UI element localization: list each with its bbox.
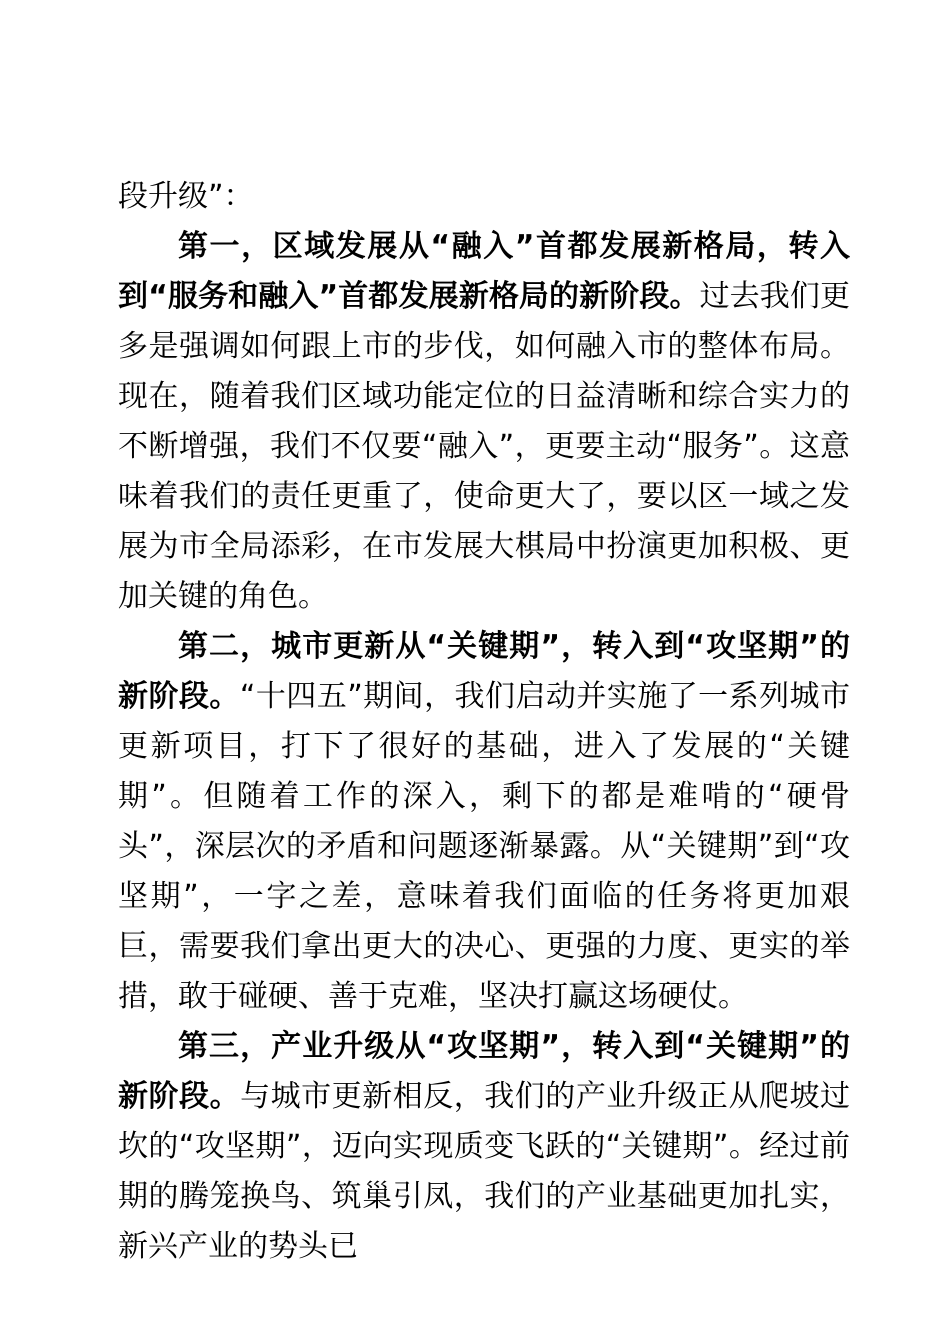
document-text-body xyxy=(118,172,850,1272)
paragraph-bold-lead: 第三，产业升级从“攻坚期”，转入到“关键期”的新阶段。 xyxy=(118,1029,850,1114)
paragraph-body-text: “十四五”期间，我们启动并实施了一系列城市更新项目，打下了很好的基础，进入了发展的“关键期”。但随着工作的深入，剩下的都是难啃的“硬骨头”，深层次的矛盾和问题逐渐暴露。从“关键期”到“攻坚期”，一字之差，意味着我们面临的任务将更加艰巨，需要我们拿出更大的决心、更强的力度、更实的举措，敢于碰硬、善于克难，坚决打赢这场硬仗。 xyxy=(118,679,851,1014)
paragraph-body-text: 段升级”： xyxy=(118,179,254,214)
paragraph-continuation-line xyxy=(118,172,850,222)
paragraph-body-text: 过去我们更多是强调如何跟上市的步伐，如何融入市的整体布局。现在，随着我们区域功能定位的日益清晰和综合实力的不断增强，我们不仅要“融入”，更要主动“服务”。这意味着我们的责任更重了，使命更大了，要以区一域之发展为市全局添彩，在市发展大棋局中扮演更加积极、更加关键的角色。 xyxy=(118,279,851,614)
paragraph-bold-lead: 第二，城市更新从“关键期”，转入到“攻坚期”的新阶段。 xyxy=(118,629,850,714)
paragraph-bold-lead: 第一，区域发展从“融入”首都发展新格局，转入到“服务和融入”首都发展新格局的新阶段。 xyxy=(118,229,850,314)
paragraph-body-text: 与城市更新相反，我们的产业升级正从爬坡过坎的“攻坚期”，迈向实现质变飞跃的“关键期”。经过前期的腾笼换鸟、筑巢引凤，我们的产业基础更加扎实，新兴产业的势头已 xyxy=(118,1079,851,1264)
paragraph-point-two xyxy=(118,622,850,1022)
paragraph-point-one xyxy=(118,222,850,622)
paragraph-point-three xyxy=(118,1022,850,1272)
